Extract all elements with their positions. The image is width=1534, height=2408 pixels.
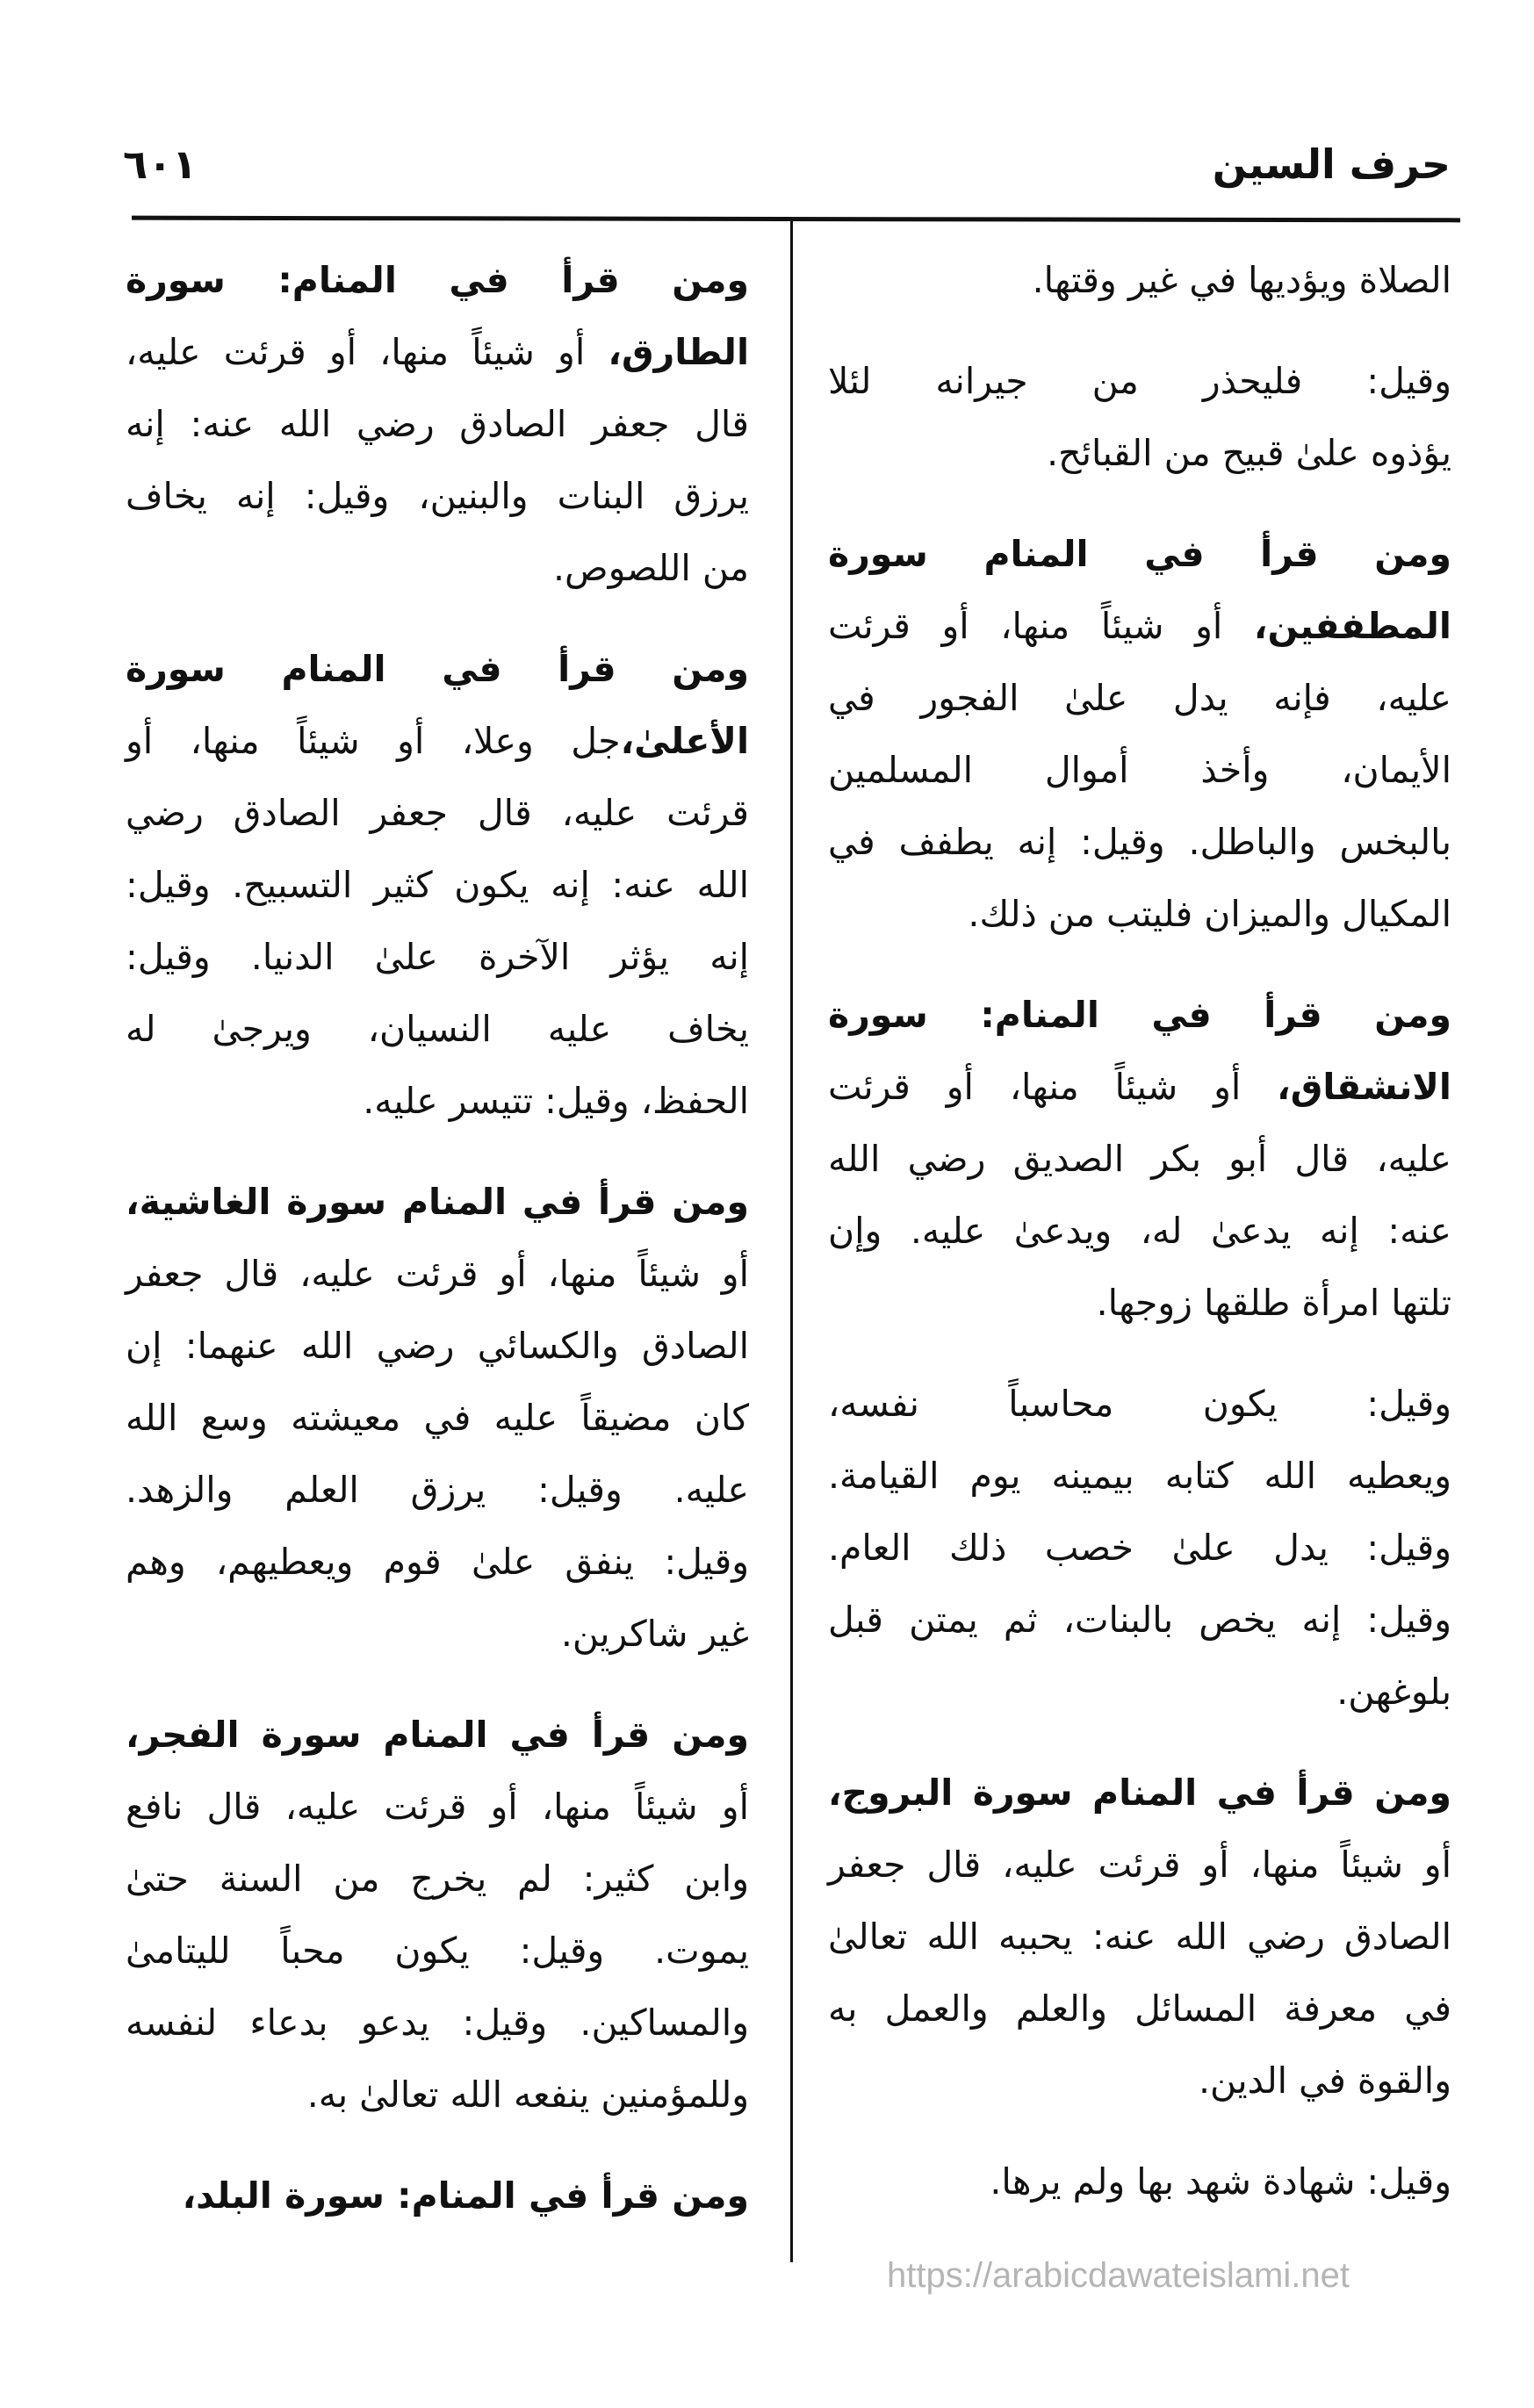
text-line <box>126 993 749 1065</box>
text-line <box>828 518 1451 590</box>
text-line <box>828 2146 1451 2218</box>
text-line <box>828 1267 1451 1339</box>
text-line <box>828 806 1451 878</box>
bold-lead: الانشقاق، <box>1277 1066 1451 1108</box>
page-number: ٦٠١ <box>123 140 198 188</box>
text-line <box>126 921 749 993</box>
line-text: الصلاة ويؤديها في غير وقتها. <box>1032 259 1451 301</box>
text-line <box>828 1123 1451 1195</box>
line-text: الأيمان، وأخذ أموال المسلمين <box>828 749 1451 791</box>
line-text: الحفظ، وقيل: تتيسر عليه. <box>363 1080 749 1122</box>
text-line <box>828 244 1451 316</box>
text-line <box>126 1166 749 1238</box>
text-line <box>126 633 749 705</box>
text-line <box>126 1382 749 1454</box>
line-text: وقيل: إنه يخص بالبنات، ثم يمتن قبل <box>828 1599 1451 1641</box>
line-text: وقيل: يدل علىٰ خصب ذلك العام. <box>828 1527 1451 1569</box>
text-line <box>126 1598 749 1670</box>
header-rule <box>132 216 1460 223</box>
line-text: أو شيئاً منها، أو قرئت <box>828 605 1254 647</box>
text-line <box>828 1901 1451 1973</box>
text-line <box>828 1195 1451 1267</box>
line-text: عليه، قال أبو بكر الصديق رضي الله <box>828 1138 1451 1180</box>
column-right <box>828 244 1451 2246</box>
text-line <box>126 1843 749 1915</box>
watermark: https://arabicdawateislami.net <box>887 2256 1350 2295</box>
text-line <box>126 2059 749 2131</box>
line-text: أو شيئاً منها، أو قرئت <box>828 1066 1278 1108</box>
text-line <box>126 1987 749 2059</box>
text-line <box>126 388 749 460</box>
line-text: يخاف عليه النسيان، ويرجىٰ له <box>126 1008 749 1050</box>
text-line <box>828 979 1451 1051</box>
line-text: كان مضيقاً عليه في معيشته وسع الله <box>126 1397 749 1439</box>
line-text: أو شيئاً منها، أو قرئت عليه، قال جعفر <box>828 1844 1451 1886</box>
text-line <box>126 2160 749 2232</box>
text-line <box>126 1065 749 1137</box>
line-text: وابن كثير: لم يخرج من السنة حتىٰ <box>126 1858 749 1900</box>
paragraph <box>126 1699 749 2131</box>
line-text: عليه، فإنه يدل علىٰ الفجور في <box>828 677 1451 719</box>
text-line <box>126 1238 749 1310</box>
line-text: وقيل: فليحذر من جيرانه لئلا <box>828 360 1451 402</box>
text-line <box>828 345 1451 417</box>
line-text: جل وعلا، أو شيئاً منها، أو <box>126 720 621 762</box>
paragraph <box>828 518 1451 950</box>
paragraph <box>828 244 1451 316</box>
text-line <box>828 662 1451 734</box>
bold-lead: ومن قرأ في المنام: سورة <box>126 259 749 301</box>
text-line <box>126 460 749 532</box>
line-text: تلتها امرأة طلقها زوجها. <box>1096 1282 1451 1324</box>
paragraph <box>828 1368 1451 1728</box>
line-text: وللمؤمنين ينفعه الله تعالىٰ به. <box>306 2074 749 2116</box>
text-line <box>828 590 1451 662</box>
text-line <box>126 705 749 777</box>
text-line <box>126 1771 749 1843</box>
line-text: عنه: إنه يدعىٰ له، ويدعىٰ عليه. وإن <box>828 1210 1451 1252</box>
column-divider <box>790 221 793 2262</box>
line-text: أو شيئاً منها، أو قرئت عليه، قال نافع <box>126 1786 749 1828</box>
bold-lead: ومن قرأ في المنام سورة <box>126 648 749 690</box>
bold-lead: ومن قرأ في المنام: سورة <box>828 994 1451 1036</box>
line-text: والمساكين. وقيل: يدعو بدعاء لنفسه <box>126 2002 749 2044</box>
line-text: ويعطيه الله كتابه بيمينه يوم القيامة. <box>828 1455 1451 1497</box>
text-line <box>828 1973 1451 2045</box>
text-line <box>126 316 749 388</box>
line-text: الصادق رضي الله عنه: يحببه الله تعالىٰ <box>828 1916 1451 1958</box>
line-text: يرزق البنات والبنين، وقيل: إنه يخاف <box>126 475 749 517</box>
line-text: إنه يؤثر الآخرة علىٰ الدنيا. وقيل: <box>126 936 749 978</box>
bold-lead: ومن قرأ في المنام سورة <box>828 533 1451 575</box>
line-text: الصادق والكسائي رضي الله عنهما: إن <box>126 1325 749 1367</box>
paragraph <box>828 1757 1451 2117</box>
text-line <box>126 244 749 316</box>
bold-lead: ومن قرأ في المنام سورة البروج، <box>828 1772 1451 1814</box>
text-line <box>126 1526 749 1598</box>
text-line <box>828 417 1451 489</box>
line-text: والقوة في الدين. <box>1199 2059 1451 2102</box>
paragraph <box>126 2160 749 2232</box>
text-line <box>828 734 1451 806</box>
text-line <box>828 2045 1451 2117</box>
line-text: المكيال والميزان فليتب من ذلك. <box>968 893 1451 935</box>
line-text: بلوغهن. <box>1336 1671 1451 1713</box>
line-text: أو شيئاً منها، أو قرئت عليه، قال جعفر <box>126 1253 749 1295</box>
line-text: من اللصوص. <box>553 547 749 589</box>
text-line <box>828 1440 1451 1512</box>
paragraph <box>828 2146 1451 2218</box>
text-line <box>126 1310 749 1382</box>
line-text: غير شاكرين. <box>560 1613 749 1655</box>
line-text: الله عنه: إنه يكون كثير التسبيح. وقيل: <box>126 864 749 906</box>
text-line <box>828 1368 1451 1440</box>
line-text: قرئت عليه، قال جعفر الصادق رضي <box>126 792 749 834</box>
line-text: وقيل: يكون محاسباً نفسه، <box>828 1383 1451 1425</box>
bold-lead: الأعلىٰ، <box>620 720 749 762</box>
text-line <box>828 878 1451 950</box>
line-text: أو شيئاً منها، أو قرئت عليه، <box>126 331 609 373</box>
text-line <box>126 849 749 921</box>
paragraph <box>126 633 749 1137</box>
paragraph <box>126 1166 749 1670</box>
text-line <box>828 1512 1451 1584</box>
text-line <box>828 1584 1451 1656</box>
bold-lead: ومن قرأ في المنام: سورة البلد، <box>182 2174 749 2217</box>
line-text: في معرفة المسائل والعلم والعمل به <box>828 1987 1451 2030</box>
text-line <box>828 1051 1451 1123</box>
text-line <box>126 777 749 849</box>
text-line <box>126 1915 749 1987</box>
column-left <box>126 244 749 2261</box>
line-text: يموت. وقيل: يكون محباً لليتامىٰ <box>126 1930 749 1972</box>
paragraph <box>828 345 1451 489</box>
line-text: وقيل: ينفق علىٰ قوم ويعطيهم، وهم <box>126 1541 749 1583</box>
text-line <box>828 1757 1451 1829</box>
paragraph <box>828 979 1451 1339</box>
text-line <box>126 1699 749 1771</box>
bold-lead: المطففين، <box>1253 605 1451 647</box>
line-text: بالبخس والباطل. وقيل: إنه يطفف في <box>828 821 1451 863</box>
text-line <box>828 1829 1451 1901</box>
text-line <box>126 1454 749 1526</box>
line-text: يؤذوه علىٰ قبيح من القبائح. <box>1047 432 1451 474</box>
bold-lead: ومن قرأ في المنام سورة الفجر، <box>126 1714 749 1756</box>
bold-lead: الطارق، <box>608 331 749 373</box>
bold-lead: ومن قرأ في المنام سورة الغاشية، <box>126 1181 749 1223</box>
line-text: عليه. وقيل: يرزق العلم والزهد. <box>126 1469 749 1511</box>
text-line <box>828 1656 1451 1728</box>
text-line <box>126 532 749 604</box>
line-text: قال جعفر الصادق رضي الله عنه: إنه <box>126 403 749 445</box>
line-text: وقيل: شهادة شهد بها ولم يرها. <box>990 2160 1451 2203</box>
paragraph <box>126 244 749 604</box>
running-title: حرف السين <box>1212 140 1451 188</box>
